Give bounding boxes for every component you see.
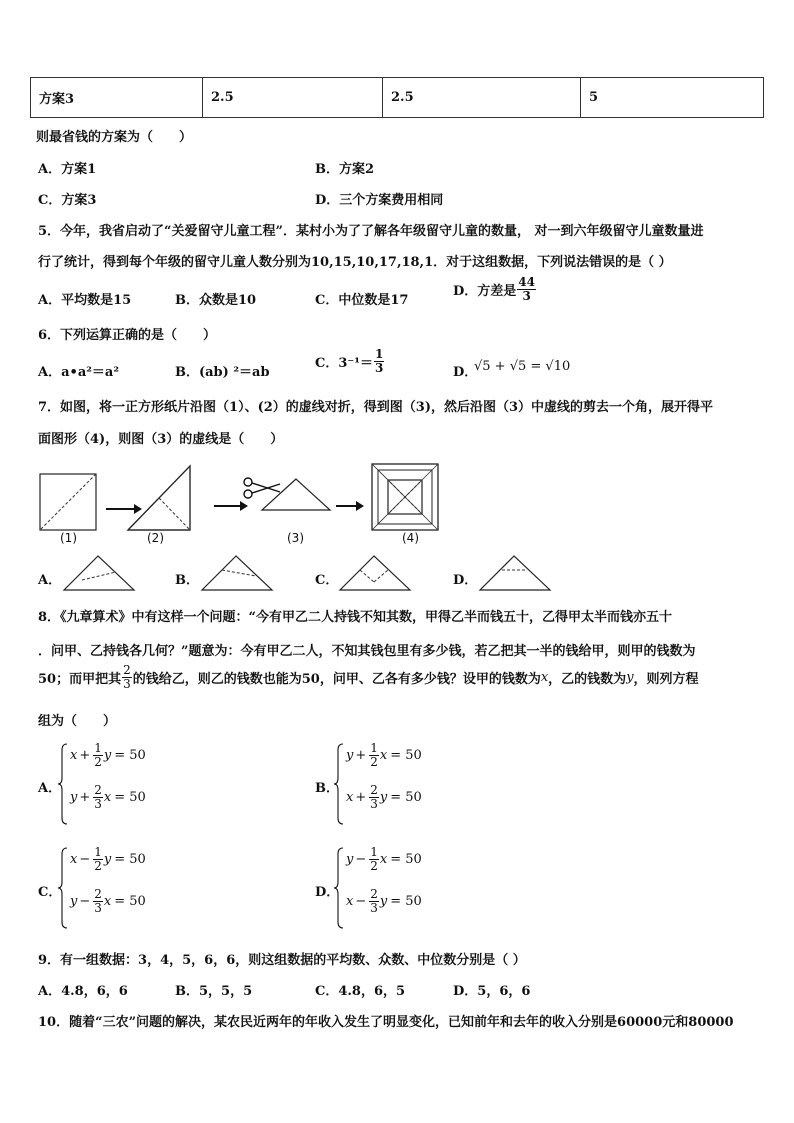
fraction-numerator: 2: [370, 887, 378, 901]
variable: y: [379, 789, 388, 805]
equals-value: = 50: [114, 851, 146, 867]
q4-option-c: C．方案3: [38, 193, 97, 208]
q9-option-b: B．5，5，5: [175, 984, 253, 999]
q5-option-a: A．平均数是15: [38, 293, 132, 308]
q5-line1: 5．今年，我省启动了“关爱留守儿童工程”．某村小为了了解各年级留守儿童的数量， 对一到六年级留守儿童数量进: [38, 224, 704, 239]
fraction: [517, 276, 536, 302]
table-cell: 5: [581, 78, 764, 118]
variable: y: [70, 893, 78, 909]
equation-system-a: [58, 742, 168, 826]
variable: y: [346, 851, 354, 867]
equation-system-c: [58, 846, 168, 930]
q5-option-b: B．众数是10: [175, 293, 257, 308]
q7-line2: 面图形（4)，则图（3）的虚线是（ ）: [38, 432, 284, 447]
equals-value: = 50: [114, 747, 146, 763]
left-brace-icon: [58, 742, 68, 826]
variable: x: [103, 789, 112, 805]
q9-option-a: A．4.8，6，6: [38, 984, 128, 999]
table-cell: 2.5: [203, 78, 383, 118]
arrow-head: [356, 501, 364, 511]
fraction-denominator: 3: [94, 796, 102, 811]
option-a-triangle: [62, 554, 138, 594]
variable-x: x: [540, 669, 549, 685]
variable: x: [379, 747, 388, 763]
figure-label-1: (1): [60, 531, 77, 545]
fraction: [369, 846, 379, 872]
variable: y: [103, 747, 112, 763]
plan-table: [30, 77, 764, 118]
variable: y: [103, 851, 112, 867]
equals-value: = 50: [390, 747, 422, 763]
q5-option-d: [453, 276, 537, 302]
table-cell: 2.5: [383, 78, 581, 118]
fraction-denominator: 3: [370, 796, 378, 811]
q7-option-d: D．: [453, 573, 478, 588]
q6-option-d-math: √5 + √5 = √10: [474, 359, 571, 374]
q8-option-b: B．: [315, 781, 339, 796]
q6-option-b: B．(ab) ²＝ab: [175, 365, 270, 380]
equation-row: [70, 846, 146, 872]
equation-system-d: [334, 846, 444, 930]
fraction-numerator: 1: [374, 347, 384, 361]
variable: x: [103, 893, 112, 909]
left-brace-icon: [58, 846, 68, 930]
q8-line3-text: 50；而甲把其: [38, 671, 122, 687]
option-d-triangle: [478, 554, 554, 594]
q8-line2: ．问甲、乙持钱各几何？”题意为：今有甲乙二人，不知其钱包里有多少钱，若乙把其一半的钱给甲，则甲的钱数为: [38, 644, 696, 659]
equals-value: = 50: [390, 851, 422, 867]
equals-value: = 50: [390, 893, 422, 909]
variable-y: y: [626, 669, 634, 685]
q5-line2: 行了统计，得到每个年级的留守儿童人数分别为10,15,10,17,18,1．对于这组数据，下列说法错误的是（ ）: [38, 255, 672, 270]
equation-row: [346, 784, 422, 810]
fraction: [374, 348, 384, 374]
fraction-denominator: 2: [370, 858, 378, 873]
fraction-denominator: 3: [123, 676, 131, 691]
table-row: [31, 78, 764, 118]
fraction-denominator: 2: [94, 754, 102, 769]
option-b-triangle: [200, 554, 276, 594]
variable: x: [70, 747, 78, 763]
variable: y: [346, 747, 354, 763]
fraction-numerator: 44: [518, 275, 535, 289]
left-brace-icon: [334, 846, 344, 930]
fraction: [93, 888, 103, 914]
variable: y: [379, 893, 388, 909]
q7-option-c: C．: [315, 573, 339, 588]
fraction-denominator: 3: [94, 900, 102, 915]
q6-option-c-label: C．3⁻¹＝: [315, 355, 373, 371]
table-cell: 方案3: [31, 78, 203, 118]
q5-option-d-label: D．方差是: [453, 283, 517, 299]
operator: −: [355, 893, 367, 909]
figure-label-2: (2): [147, 531, 164, 545]
q10-stem: 10．随着“三农”问题的解决，某农民近两年的年收入发生了明显变化，已知前年和去年的收入分别是60000元和80000: [38, 1015, 734, 1030]
q6-option-a: A．a•a²＝a²: [38, 365, 120, 380]
q8-line3-text: ，乙的钱数为: [548, 671, 627, 687]
q8-option-c: C．: [38, 885, 62, 900]
fraction-numerator: 1: [370, 741, 378, 755]
option-c-triangle: [338, 554, 414, 594]
fraction-denominator: 3: [522, 288, 531, 303]
q8-line3: [38, 664, 699, 690]
variable: y: [70, 789, 78, 805]
fraction-numerator: 2: [370, 783, 378, 797]
left-brace-icon: [334, 742, 344, 826]
equals-value: = 50: [390, 789, 422, 805]
operator: +: [79, 747, 91, 763]
arrow-head: [134, 504, 142, 514]
equation-row: [346, 846, 422, 872]
fraction-denominator: 3: [370, 900, 378, 915]
q8-line3-text: 的钱给乙，则乙的钱数也能为50，问甲、乙各有多少钱？设甲的钱数为: [132, 671, 541, 687]
variable: x: [346, 789, 354, 805]
fraction: [369, 784, 379, 810]
fraction-numerator: 2: [94, 783, 102, 797]
q4-option-d: D．三个方案费用相同: [315, 193, 444, 208]
q6-option-d-label: D．: [453, 365, 478, 380]
q8-line4: 组为（ ）: [38, 714, 117, 729]
q6-stem: 6．下列运算正确的是（ ）: [38, 328, 217, 343]
q7-line1: 7．如图，将一正方形纸片沿图（1）、(2）的虚线对折，得到图（3)，然后沿图（3）中虚线的剪去一个角，展开得平: [38, 400, 714, 415]
fraction-numerator: 1: [94, 741, 102, 755]
equation-row: [70, 888, 146, 914]
fraction: [93, 784, 103, 810]
operator: +: [355, 789, 367, 805]
fraction-numerator: 1: [370, 845, 378, 859]
dashed-diagonal: [40, 474, 96, 530]
variable: x: [346, 893, 354, 909]
q8-option-a: A．: [38, 781, 62, 796]
q8-line3-text: ，则列方程: [633, 671, 699, 687]
variable: x: [379, 851, 388, 867]
operator: +: [355, 747, 367, 763]
q4-stem: 则最省钱的方案为（ ）: [36, 130, 193, 145]
equation-row: [346, 742, 422, 768]
folded-triangle: [262, 479, 330, 510]
q9-option-c: C．4.8，6，5: [315, 984, 406, 999]
scissors-icon: [244, 478, 280, 498]
q7-option-a: A．: [38, 573, 62, 588]
fraction: [93, 742, 103, 768]
fraction-denominator: 3: [374, 360, 384, 375]
equation-row: [346, 888, 422, 914]
fraction: [369, 888, 379, 914]
fraction-denominator: 2: [94, 858, 102, 873]
q9-option-d: D．5，6，6: [453, 984, 531, 999]
q7-option-b: B．: [175, 573, 199, 588]
equals-value: = 50: [114, 789, 146, 805]
equation-system-b: [334, 742, 444, 826]
arrow-head: [240, 501, 248, 511]
equals-value: = 50: [114, 893, 146, 909]
operator: +: [79, 789, 91, 805]
fraction-numerator: 1: [94, 845, 102, 859]
fraction: [122, 664, 132, 690]
folding-figure: [34, 462, 444, 550]
fraction: [93, 846, 103, 872]
fraction-numerator: 2: [94, 887, 102, 901]
q8-option-d: D．: [315, 885, 340, 900]
fraction: [369, 742, 379, 768]
figure-label-4: (4): [402, 531, 419, 545]
q6-option-c: [315, 348, 385, 374]
fraction-numerator: 2: [123, 663, 131, 677]
equation-row: [70, 742, 146, 768]
variable: x: [70, 851, 78, 867]
operator: −: [79, 893, 91, 909]
q5-option-c: C．中位数是17: [315, 293, 409, 308]
q9-stem: 9．有一组数据：3，4，5，6，6，则这组数据的平均数、众数、中位数分别是（ ）: [38, 953, 526, 968]
equation-row: [70, 784, 146, 810]
fraction-denominator: 2: [370, 754, 378, 769]
operator: −: [79, 851, 91, 867]
q4-option-a: A．方案1: [38, 162, 97, 177]
dashed-fold-line: [159, 498, 190, 530]
q8-line1: 8．《九章算术》中有这样一个问题：“今有甲乙二人持钱不知其数，甲得乙半而钱五十，乙得甲太半而钱亦五十: [38, 610, 673, 625]
operator: −: [355, 851, 367, 867]
figure-label-3: (3): [287, 531, 304, 545]
q4-option-b: B．方案2: [315, 162, 375, 177]
